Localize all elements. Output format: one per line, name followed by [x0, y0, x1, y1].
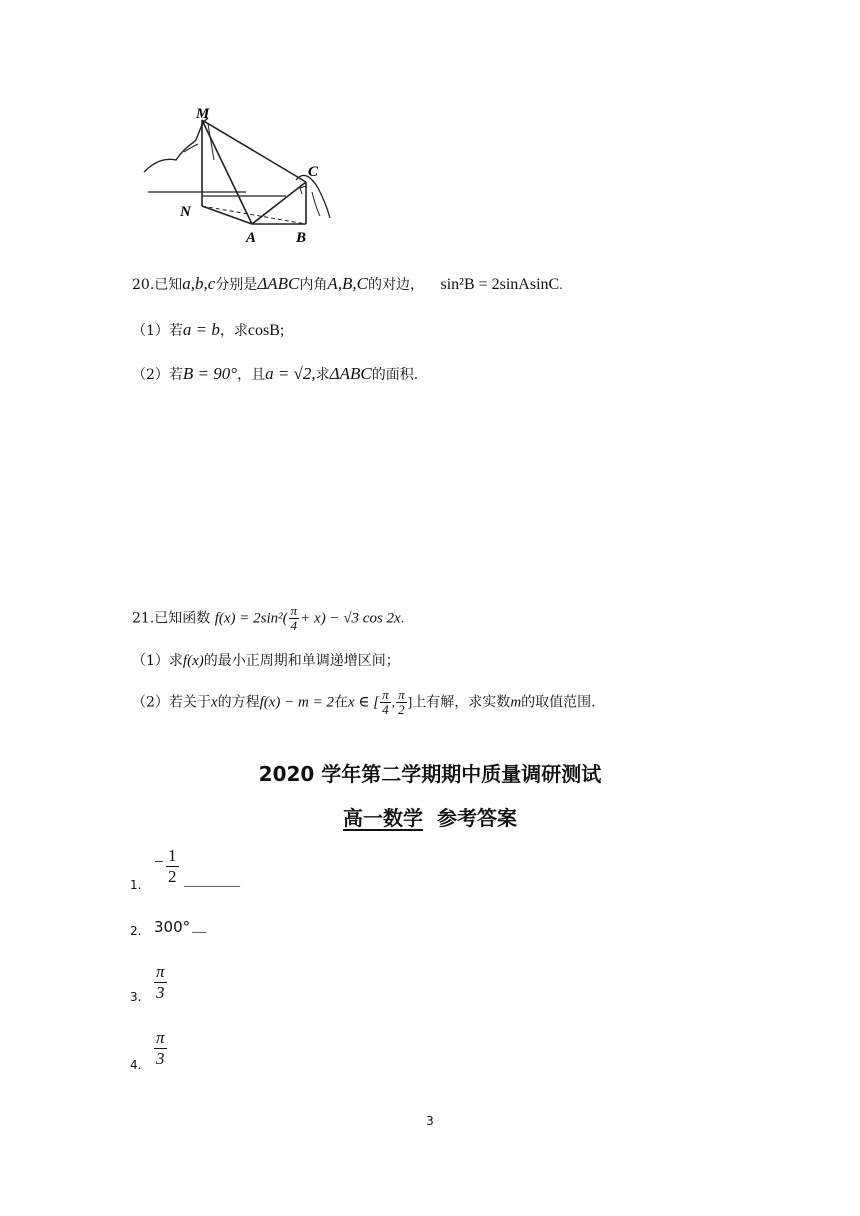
answer-3-num: π [156, 962, 165, 981]
q21-statement [132, 604, 404, 633]
q20-triangle: ΔABC [257, 274, 300, 293]
answer-subtitle-underlined: 高一数学 [343, 806, 424, 830]
answer-subtitle [0, 802, 860, 831]
q20-intro-3: 内角 [299, 277, 328, 293]
answer-3 [130, 962, 330, 1012]
q20-intro-2: 分别是 [215, 277, 258, 293]
q21-p1-text: 的最小正周期和单调递增区间； [203, 653, 400, 669]
segment-NB-dashed [202, 206, 306, 224]
q21-p2-m: m [510, 694, 522, 711]
answer-3-index: 3. [130, 990, 142, 1004]
q20-p2-cond2: a = √2, [265, 364, 316, 383]
label-M: M [196, 106, 210, 122]
answer-4-den: 3 [156, 1049, 165, 1068]
q21-p1-func: f(x) [182, 653, 204, 669]
answer-2-blank: __ [192, 920, 206, 935]
q20-part-1 [132, 320, 284, 341]
q20-statement [132, 274, 563, 296]
q20-p2-cond: B = 90° [182, 364, 238, 383]
q21-p2-var: x [210, 694, 218, 711]
q20-p2-text-2: 求 [315, 367, 330, 383]
label-C: C [308, 164, 319, 180]
q21-p2-frac-1 [380, 688, 391, 717]
q21-part-2 [132, 688, 596, 717]
answer-1-index: 1. [130, 878, 142, 892]
q20-sides: a,b,c [182, 274, 216, 293]
answer-1-num: 1 [168, 846, 177, 865]
page-number: 3 [426, 1114, 434, 1128]
q21-p2-text-4: 的取值范围. [521, 694, 596, 711]
q21-number: 21. [132, 610, 155, 627]
q21-part-1 [132, 651, 400, 671]
q20-p1-text: ，求 [219, 323, 248, 339]
mountain-outline [144, 118, 208, 172]
q20-p2-text-3: 的面积. [371, 367, 419, 383]
q20-p2-triangle: ΔABC [329, 364, 372, 383]
label-N: N [180, 204, 191, 220]
label-B: B [296, 230, 307, 246]
q21-end: . [400, 611, 405, 627]
q21-p2-frac-2 [396, 688, 407, 717]
q21-p2-frac-2-den: 2 [398, 702, 405, 717]
q21-func-frac [289, 604, 300, 633]
q20-end: . [559, 278, 563, 293]
q21-func-frac-num: π [290, 603, 298, 618]
answer-4-frac [154, 1028, 167, 1069]
q21-p2-frac-1-den: 4 [382, 702, 389, 717]
q21-p2-text-1: 的方程 [217, 694, 260, 711]
q20-part-2 [132, 364, 418, 385]
q20-condition: sin²B = 2sinAsinC [440, 276, 560, 293]
q21-p2-label: （2）若关于 [132, 694, 211, 711]
q20-p1-label: （1）若 [132, 323, 183, 339]
q20-p1-cond: a = b [182, 320, 220, 339]
q20-p1-target: cosB; [247, 322, 285, 339]
answer-title: 2020 学年第二学期期中质量调研测试 [258, 762, 602, 786]
answer-2-value: 300° [154, 918, 191, 936]
q21-p2-frac-1-num: π [382, 687, 389, 702]
q21-p2-close: ] [407, 695, 413, 711]
q21-p2-in: x ∈ [ [348, 694, 380, 711]
q21-func-b: + x) − √3 cos 2x [300, 610, 401, 627]
answer-3-den: 3 [156, 983, 165, 1002]
answer-1-blank: ________ [184, 874, 240, 889]
answer-subtitle-rest: 参考答案 [436, 806, 517, 830]
right-angle-C [300, 186, 306, 194]
q20-intro-1: 已知 [154, 277, 183, 293]
q21-func-frac-den: 4 [290, 618, 298, 633]
answer-1 [130, 846, 330, 896]
answer-1-den: 2 [168, 867, 177, 886]
answer-1-sign: − [154, 852, 164, 871]
label-A: A [246, 230, 257, 246]
q20-number: 20. [132, 277, 155, 293]
q20-p2-text-1: ，且 [237, 367, 266, 383]
q21-p2-comma: , [391, 695, 396, 711]
q21-intro: 已知函数 [154, 610, 211, 627]
answer-2 [130, 916, 330, 946]
q21-func-a: f(x) = 2sin²( [214, 610, 288, 627]
answer-4 [130, 1028, 330, 1078]
answer-1-frac [166, 846, 179, 887]
q21-p2-eq: f(x) − m = 2 [259, 694, 334, 711]
q20-angles: A,B,C [327, 274, 369, 293]
answer-2-index: 2. [130, 924, 142, 938]
answer-4-num: π [156, 1028, 165, 1047]
q21-p2-text-2: 在 [334, 694, 348, 711]
geometry-figure [136, 100, 356, 250]
answer-4-index: 4. [130, 1058, 142, 1072]
q21-p2-frac-2-num: π [398, 687, 405, 702]
cliff-detail [312, 192, 320, 216]
q20-intro-4: 的对边， [368, 277, 425, 293]
q21-p1-label: （1）求 [132, 653, 183, 669]
q21-p2-text-3: 上有解，求实数 [412, 694, 511, 711]
segment-AC [252, 182, 306, 224]
q20-p2-label: （2）若 [132, 367, 183, 383]
answer-3-frac [154, 962, 167, 1003]
